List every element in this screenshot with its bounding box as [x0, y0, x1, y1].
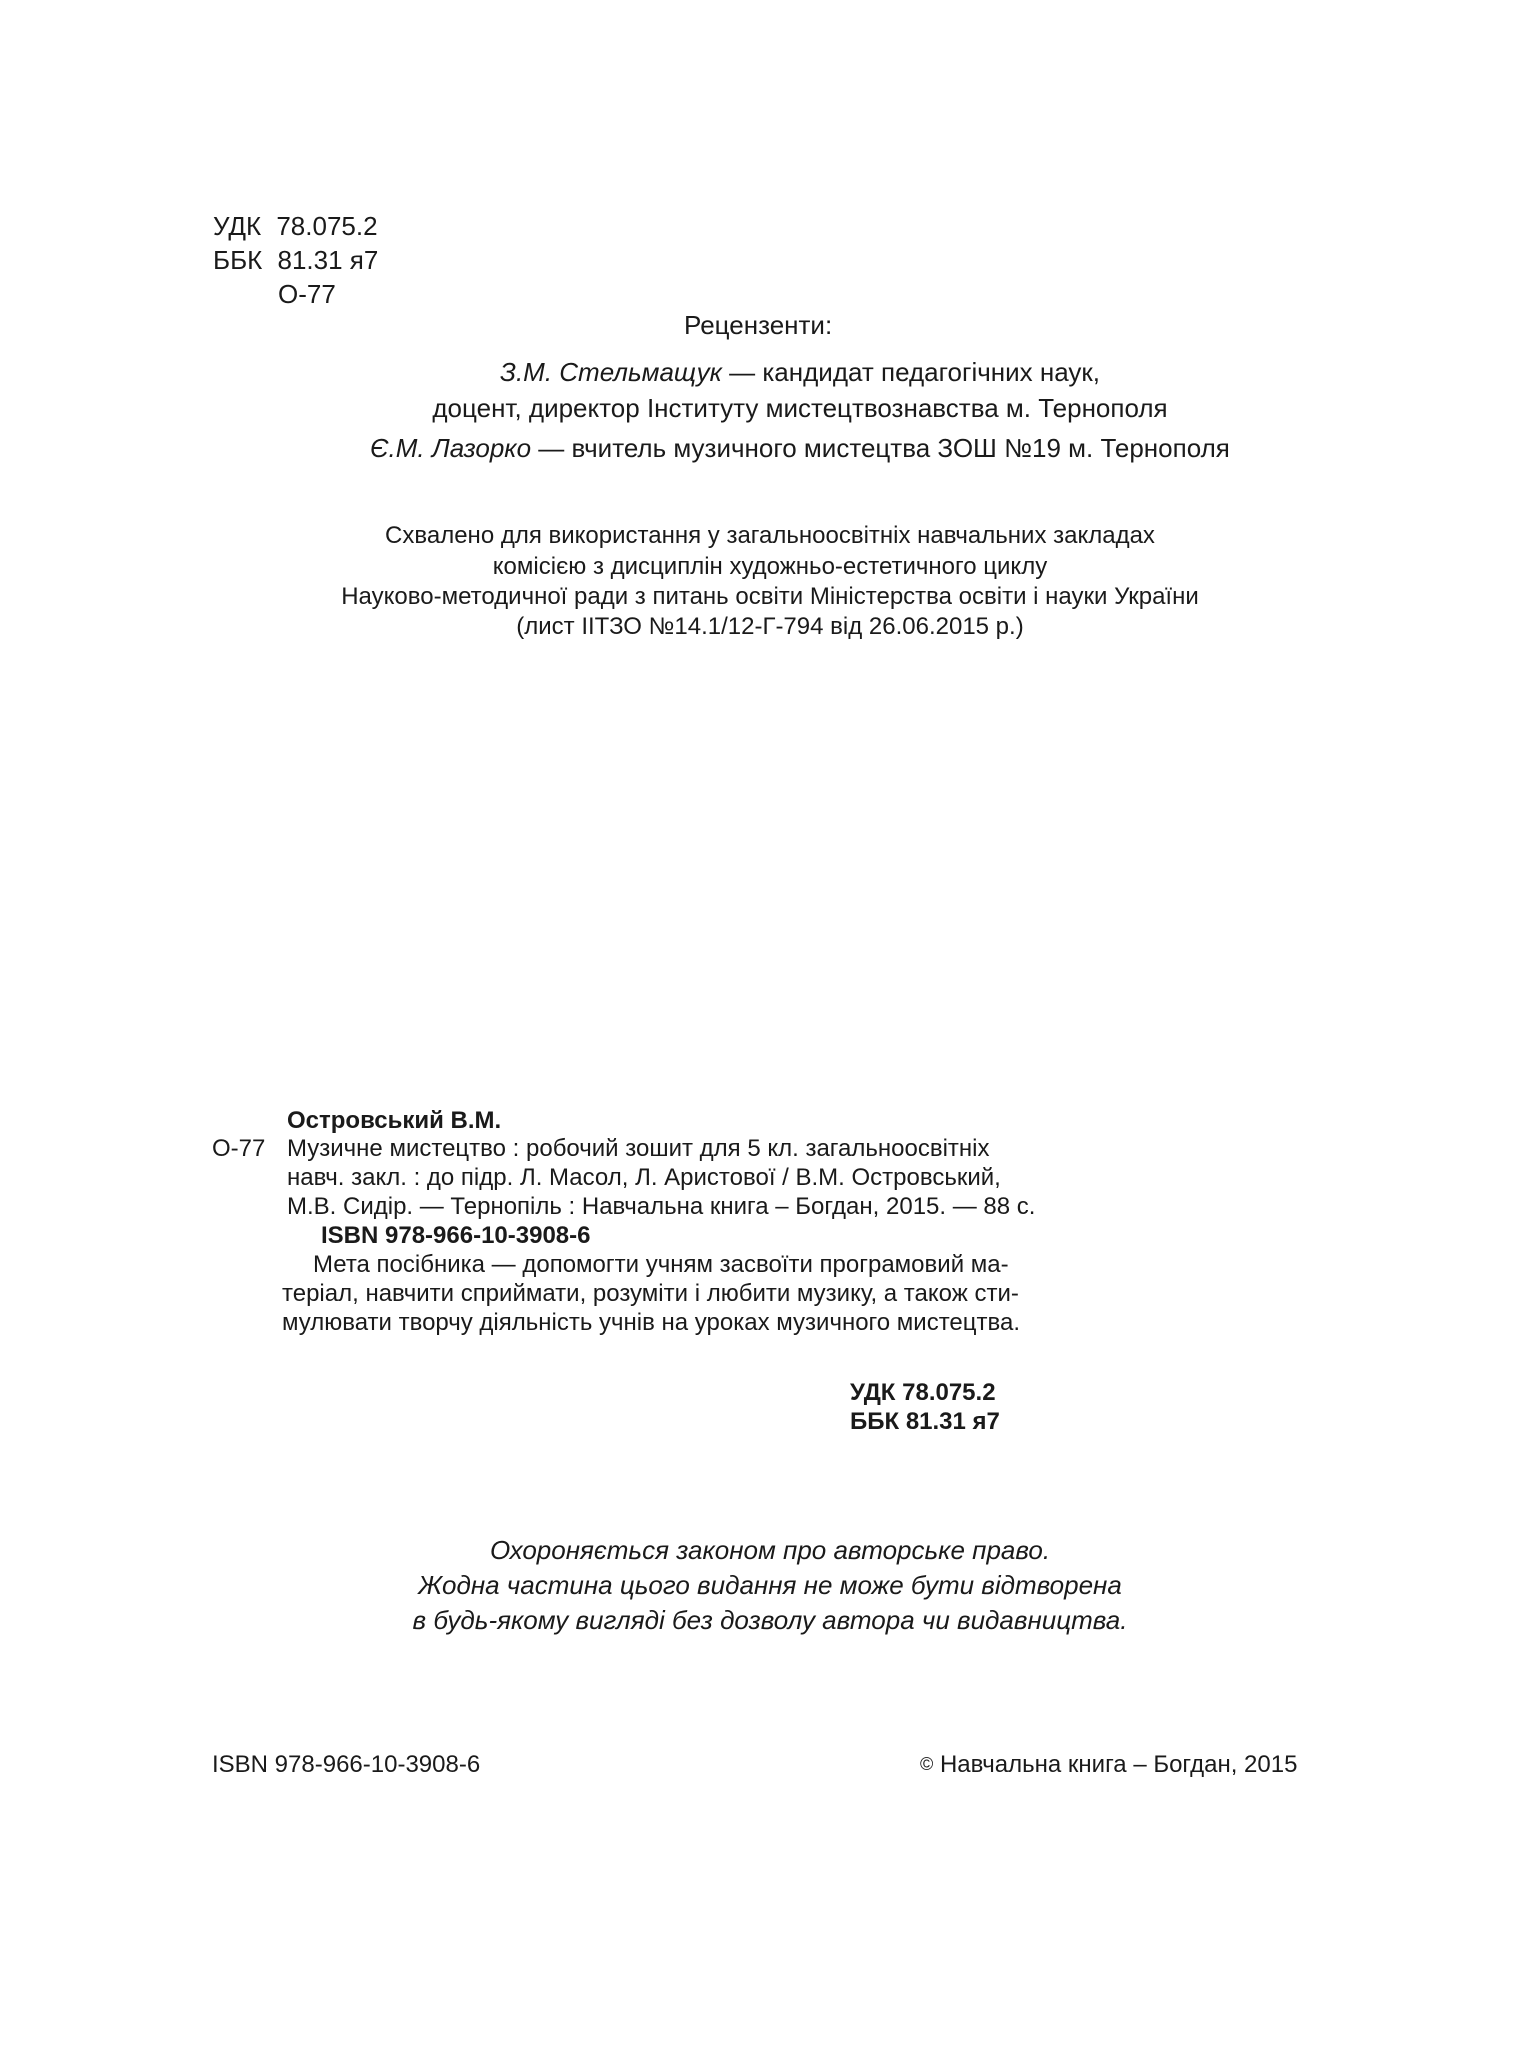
udk-value: 78.075.2	[276, 211, 378, 241]
catalog-desc-line-1: Музичне мистецтво : робочий зошит для 5 кл. загальноосвітніх	[287, 1135, 990, 1162]
reviewers-heading: Рецензенти:	[684, 310, 833, 340]
catalog-desc-line-2: навч. закл. : до підр. Л. Масол, Л. Аристової / В.М. Островський,	[287, 1164, 1001, 1191]
catalog-isbn: ISBN 978-966-10-3908-6	[321, 1222, 591, 1249]
catalog-desc-line-3: М.В. Сидір. — Тернопіль : Навчальна книга – Богдан, 2015. — 88 с.	[287, 1193, 1036, 1220]
udk-line	[213, 211, 378, 242]
approval-line-3: Науково-методичної ради з питань освіти Міністерства освіти і науки України	[341, 583, 1199, 610]
footer-isbn: ISBN 978-966-10-3908-6	[212, 1751, 481, 1778]
catalog-bbk: ББК 81.31 я7	[850, 1408, 1000, 1435]
copyright-notice-line-2: Жодна частина цього видання не може бути відтворена	[418, 1570, 1122, 1600]
approval-line-2: комісією з дисциплін художньо-естетичного циклу	[492, 553, 1048, 580]
catalog-author: Островський В.М.	[287, 1107, 502, 1134]
bbk-line	[213, 245, 378, 276]
approval-line-1: Схвалено для використання у загальноосвітніх навчальних закладах	[385, 522, 1155, 549]
reviewer-1-line-1	[300, 357, 1300, 388]
footer-copyright	[920, 1751, 1297, 1779]
catalog-abstract-line-3: мулювати творчу діяльність учнів на уроках музичного мистецтва.	[282, 1309, 1020, 1336]
catalog-abstract-line-2: теріал, навчити сприймати, розуміти і любити музику, а також сти-	[282, 1280, 1019, 1307]
copyright-notice-line-1: Охороняється законом про авторське право.	[489, 1535, 1051, 1565]
copyright-notice-line-3: в будь-якому вигляді без дозволу автора чи видавництва.	[412, 1605, 1128, 1635]
catalog-mark: О-77	[212, 1135, 266, 1162]
reviewer-1-line-2: доцент, директор Інституту мистецтвознавства м. Тернополя	[432, 393, 1168, 423]
catalog-abstract-line-1: Мета посібника — допомогти учням засвоїти програмовий ма-	[313, 1251, 1009, 1278]
bbk-value: 81.31 я7	[277, 245, 379, 275]
reviewer-2-role: — вчитель музичного мистецтва ЗОШ №19 м. Тернополя	[531, 433, 1230, 463]
catalog-udk: УДК 78.075.2	[850, 1379, 996, 1406]
udk-label: УДК	[213, 211, 262, 241]
bbk-label: ББК	[213, 245, 263, 275]
approval-line-4: (лист ІІТЗО №14.1/12-Г-794 від 26.06.2015 р.)	[516, 613, 1024, 640]
reviewer-2-line	[300, 433, 1300, 464]
reviewer-1-role: — кандидат педагогічних наук,	[721, 357, 1101, 387]
author-mark: О-77	[278, 279, 336, 309]
copyright-symbol: ©	[920, 1754, 934, 1774]
reviewer-1-name: З.М. Стельмащук	[499, 357, 722, 387]
footer-publisher: Навчальна книга – Богдан, 2015	[939, 1751, 1298, 1778]
reviewer-2-name: Є.М. Лазорко	[370, 433, 532, 463]
